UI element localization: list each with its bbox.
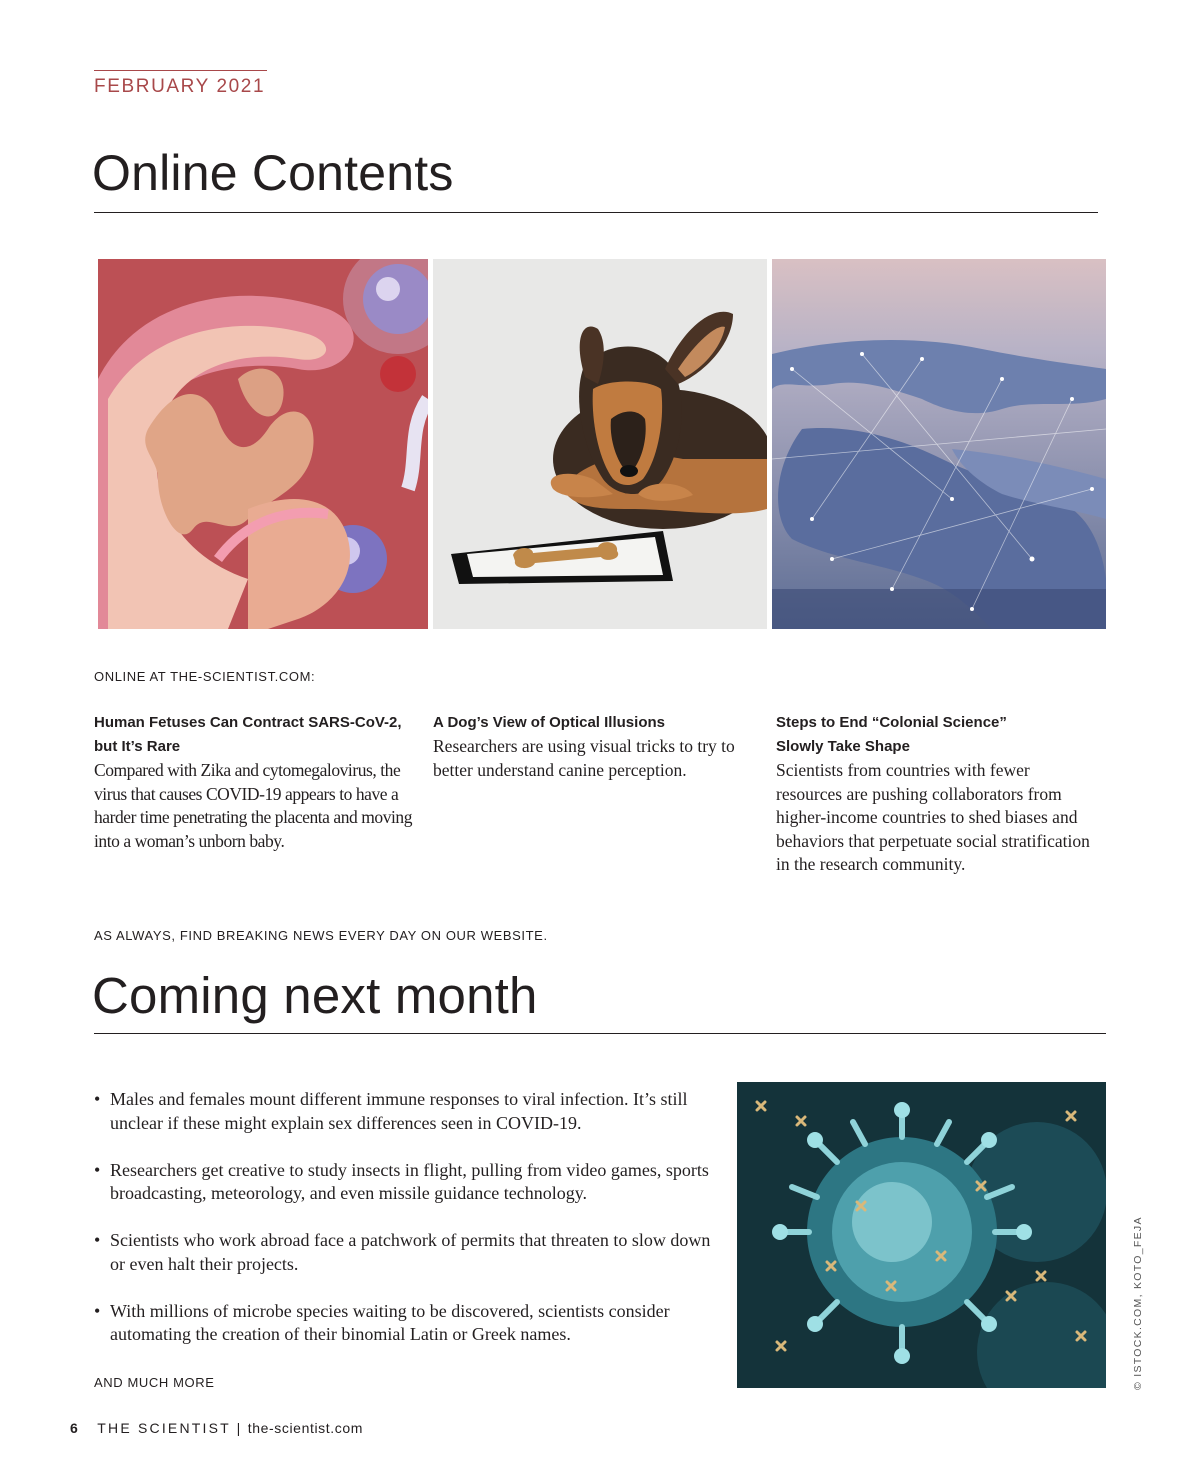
footer-separator: |	[236, 1420, 243, 1436]
bullet-marker: •	[94, 1089, 101, 1109]
list-item	[94, 1300, 714, 1347]
topic-text: Researchers get creative to study insects in flight, pulling from video games, sports broadcasting, meteorology, and even missile guidance technology.	[110, 1159, 709, 1203]
story-title[interactable]: Steps to End “Colonial Science” Slowly Take Shape	[776, 714, 1007, 755]
magazine-name: THE SCIENTIST	[97, 1420, 231, 1436]
and-much-more-label: AND MUCH MORE	[94, 1375, 215, 1390]
coming-topics-list	[94, 1088, 714, 1370]
coronavirus-image	[737, 1082, 1106, 1388]
issue-date: FEBRUARY 2021	[94, 76, 266, 97]
puppy-tablet-image[interactable]	[433, 259, 767, 629]
topic-text: Males and females mount different immune responses to viral infection. It’s still unclear if these might explain sex differences seen in COVID-19.	[110, 1089, 688, 1133]
bullet-marker: •	[94, 1159, 101, 1180]
bullet-marker: •	[94, 1300, 101, 1321]
breaking-news-note: AS ALWAYS, FIND BREAKING NEWS EVERY DAY ON OUR WEBSITE.	[94, 928, 548, 943]
topic-text: With millions of microbe species waiting to be discovered, scientists consider automating the creation of their binomial Latin or Greek names.	[110, 1300, 670, 1344]
story-fetuses[interactable]	[94, 711, 416, 853]
online-label: ONLINE AT THE-SCIENTIST.COM:	[94, 669, 316, 684]
bullet-marker: •	[94, 1230, 101, 1250]
coming-heading-rule	[94, 1033, 1106, 1034]
online-heading-rule	[94, 212, 1098, 213]
coming-next-month-heading: Coming next month	[92, 967, 538, 1024]
footer-url[interactable]: the-scientist.com	[247, 1420, 363, 1436]
story-dog-illusions[interactable]	[433, 711, 753, 782]
page-number: 6	[70, 1420, 80, 1436]
issue-date-rule	[94, 70, 267, 71]
story-title[interactable]: Human Fetuses Can Contract SARS-CoV-2, but It’s Rare	[94, 714, 402, 755]
world-network-image[interactable]	[772, 259, 1106, 629]
story-description: Scientists from countries with fewer resources are pushing collaborators from higher-income countries to shed biases and behaviors that perpetuate social stratification in the research community.	[776, 760, 1090, 874]
placenta-illustration-image[interactable]	[98, 259, 428, 629]
list-item	[94, 1229, 714, 1276]
list-item	[94, 1159, 714, 1206]
photo-credit: © ISTOCK.COM, KOTO_FEJA	[1132, 1216, 1144, 1390]
story-description: Compared with Zika and cytomegalovirus, the virus that causes COVID-19 appears to have a harder time penetrating the placenta and moving into a woman’s unborn baby.	[94, 760, 413, 851]
online-contents-heading: Online Contents	[92, 145, 454, 201]
story-title[interactable]: A Dog’s View of Optical Illusions	[433, 714, 665, 731]
page-footer	[70, 1420, 363, 1436]
topic-text: Scientists who work abroad face a patchwork of permits that threaten to slow down or even halt their projects.	[110, 1230, 711, 1274]
story-description: Researchers are using visual tricks to try to better understand canine perception.	[433, 736, 735, 780]
story-colonial-science[interactable]	[776, 711, 1100, 877]
list-item	[94, 1088, 714, 1135]
